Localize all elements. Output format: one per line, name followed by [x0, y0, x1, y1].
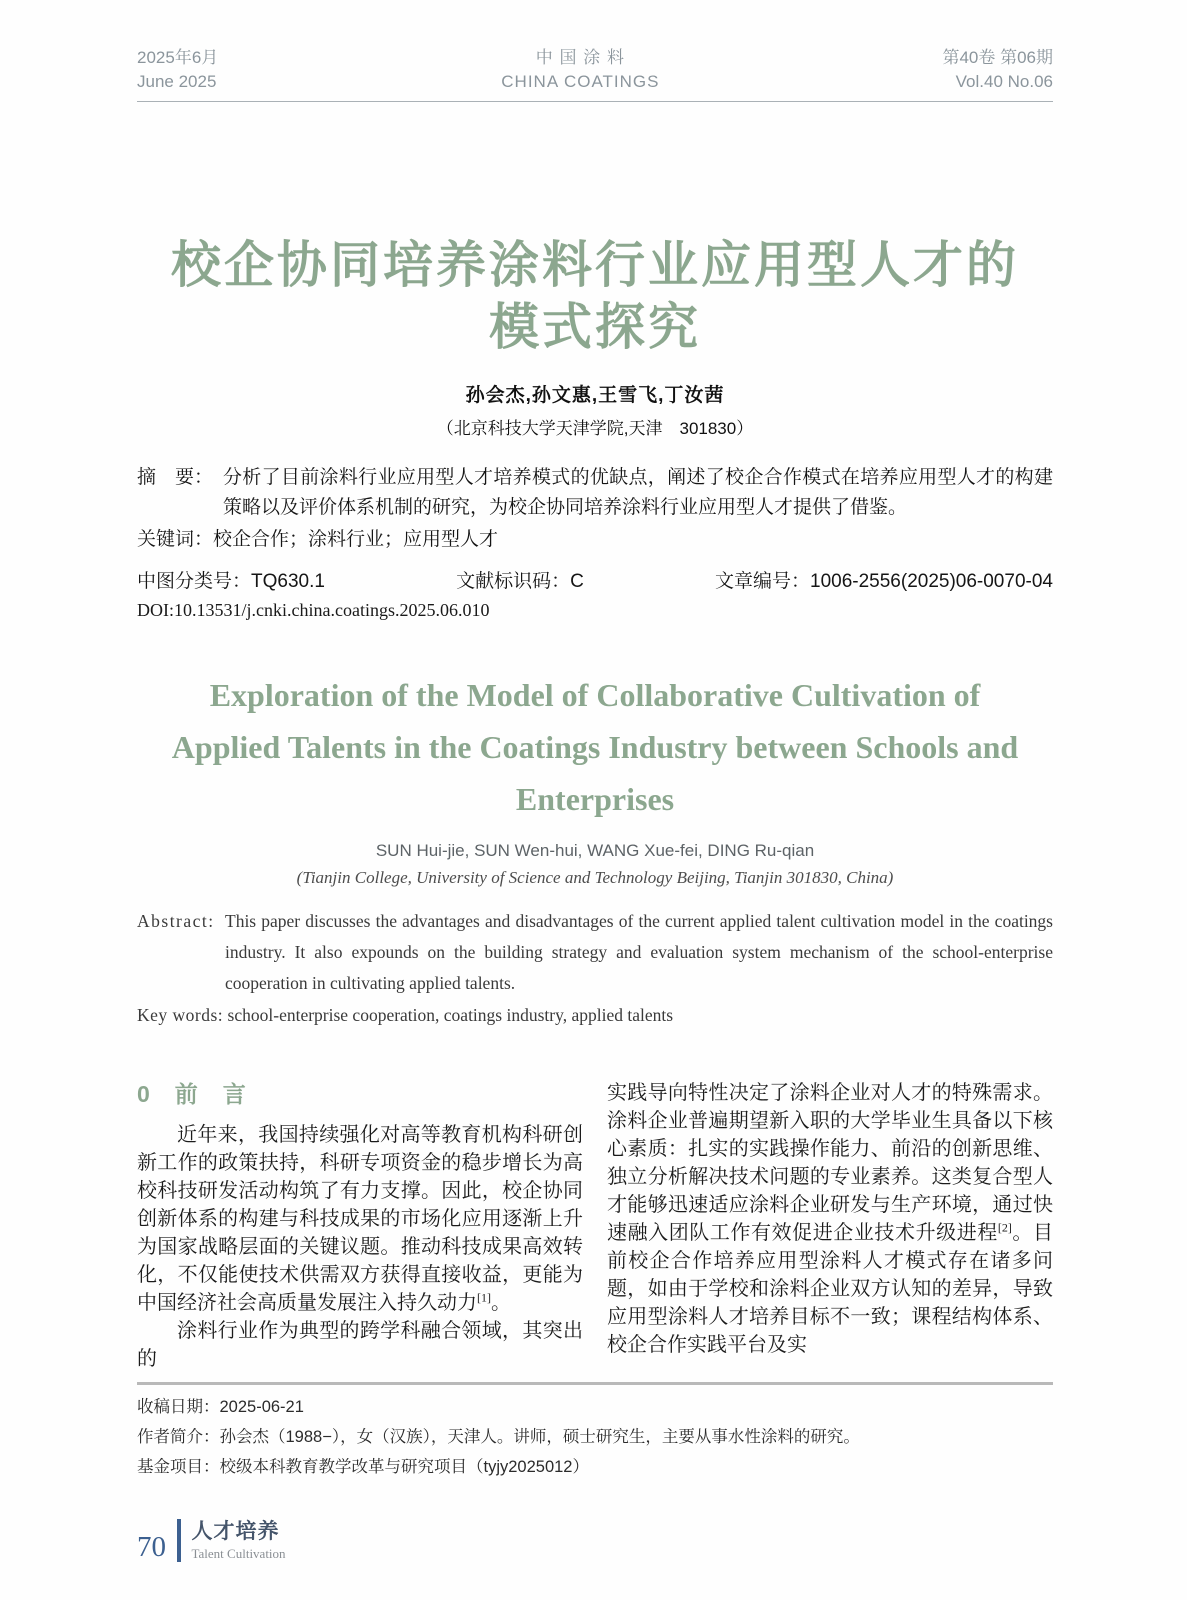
masthead-date — [137, 46, 218, 94]
paragraph — [137, 1121, 583, 1317]
article-title-zh — [137, 234, 1053, 358]
footnote-fund-project — [137, 1452, 1053, 1482]
keywords-en — [137, 1000, 1053, 1031]
masthead-journal-en: CHINA COATINGS — [501, 72, 660, 91]
keywords-zh — [137, 525, 1053, 555]
masthead-date-en: June 2025 — [137, 72, 217, 91]
affiliation-en: (Tianjin College, University of Science and Technology Beijing, Tianjin 301830, China) — [296, 868, 894, 887]
footnote-author-bio — [137, 1422, 1053, 1452]
reference-marker-2: [2] — [997, 1220, 1012, 1235]
masthead-issue-en: Vol.40 No.06 — [955, 72, 1053, 91]
footnote-text: 孙会杰（1988−），女（汉族），天津人。讲师，硕士研究生，主要从事水性涂料的研究。 — [219, 1428, 860, 1446]
masthead-journal-zh: 中 国 涂 料 — [535, 48, 625, 67]
paragraph-text: 。 — [491, 1292, 511, 1314]
document-code — [456, 566, 584, 593]
footer-column-title — [192, 1519, 286, 1562]
footnote-received-date — [137, 1392, 1053, 1422]
page-footer — [137, 1519, 286, 1562]
footer-divider-bar — [177, 1519, 181, 1562]
authors-en: SUN Hui-jie, SUN Wen-hui, WANG Xue-fei, DING Ru-qian — [375, 841, 815, 860]
abstract-en-text: This paper discusses the advantages and disadvantages of the current applied talent cultivation model in the coatings industry. It also expounds on the building strategy and evaluation system mechanism of the school-enterprise cooperation in cultivating applied talents. — [225, 911, 1053, 993]
footnote-divider — [137, 1382, 1053, 1385]
paragraph-text: 实践导向特性决定了涂料企业对人才的特殊需求。涂料企业普遍期望新入职的大学毕业生具备以下核心素质：扎实的实践操作能力、前沿的创新思维、独立分析解决技术问题的专业素养。这类复合型人才能够迅速适应涂料企业研发与生产环境，通过快速融入团队工作有效促进企业技术升级进程 — [607, 1082, 1053, 1244]
page-number: 70 — [137, 1531, 166, 1563]
title-zh-line2: 模式探究 — [489, 299, 701, 355]
footer-column-zh: 人才培养 — [191, 1520, 280, 1543]
section-heading-intro: 0 前 言 — [137, 1081, 247, 1107]
abstract-zh-text: 分析了目前涂料行业应用型人才培养模式的优缺点，阐述了校企合作模式在培养应用型人才的构建策略以及评价体系机制的研究，为校企协同培养涂料行业应用型人才提供了借鉴。 — [223, 467, 1053, 518]
classification-row — [137, 566, 1053, 593]
body-columns — [137, 1079, 1053, 1373]
reference-marker-1: [1] — [477, 1290, 491, 1305]
document-code-value: C — [570, 571, 584, 592]
abstract-en — [137, 906, 1053, 999]
authors-zh: 孙会杰,孙文惠,王雪飞,丁汝茜 — [465, 385, 725, 406]
article-id — [715, 566, 1053, 593]
article-id-label: 文章编号： — [714, 571, 810, 592]
keywords-zh-label: 关键词： — [137, 529, 214, 550]
keywords-en-text: school-enterprise cooperation, coatings industry, applied talents — [227, 1005, 674, 1025]
abstract-en-label: Abstract: — [137, 911, 215, 931]
body-column-right — [607, 1079, 1053, 1373]
footnotes — [137, 1392, 1053, 1482]
body-column-left — [137, 1079, 583, 1373]
clc-number — [137, 566, 325, 593]
footer-column-en: Talent Cultivation — [191, 1546, 286, 1561]
clc-value: TQ630.1 — [251, 571, 325, 592]
doi: DOI:10.13531/j.cnki.china.coatings.2025.06.010 — [137, 600, 490, 620]
article-title-en: Exploration of the Model of Collaborative Cultivation of Applied Talents in the Coatings Industry between Schools and Enterprises — [171, 677, 1019, 817]
paragraph-text: 。目前校企合作培养应用型涂料人才模式存在诸多问题，如由于学校和涂料企业双方认知的差异，导致应用型涂料人才培养目标不一致；课程结构体系、校企合作实践平台及实 — [607, 1222, 1054, 1356]
masthead-issue-zh: 第40卷 第06期 — [942, 48, 1053, 67]
abstract-zh — [137, 463, 1053, 523]
title-zh-line1: 校企协同培养涂料行业应用型人才的 — [171, 237, 1019, 293]
affiliation-zh: （北京科技大学天津学院,天津 301830） — [436, 419, 754, 438]
paragraph — [607, 1079, 1053, 1359]
keywords-en-label: Key words: — [137, 1005, 224, 1025]
footnote-label: 作者简介： — [137, 1428, 220, 1446]
keywords-zh-text: 校企合作；涂料行业；应用型人才 — [213, 529, 499, 550]
paragraph: 涂料行业作为典型的跨学科融合领域，其突出的 — [137, 1320, 583, 1370]
journal-masthead — [137, 46, 1053, 102]
document-code-label: 文献标识码： — [456, 571, 571, 592]
footnote-label: 基金项目： — [137, 1458, 220, 1476]
abstract-zh-label: 摘 要： — [137, 467, 214, 488]
paragraph-text: 近年来，我国持续强化对高等教育机构科研创新工作的政策扶持，科研专项资金的稳步增长为高校科技研发活动构筑了有力支撑。因此，校企协同创新体系的构建与科技成果的市场化应用逐渐上升为国家战略层面的关键议题。推动科技成果高效转化，不仅能使技术供需双方获得直接收益，更能为中国经济社会高质量发展注入持久动力 — [137, 1124, 583, 1314]
footnote-text: 2025-06-21 — [219, 1398, 304, 1416]
masthead-issue — [942, 46, 1053, 94]
article-id-value: 1006-2556(2025)06-0070-04 — [810, 571, 1053, 592]
footnote-text: 校级本科教育教学改革与研究项目（tyjy2025012） — [219, 1458, 589, 1476]
footnote-label: 收稿日期： — [137, 1398, 220, 1416]
masthead-date-zh: 2025年6月 — [137, 48, 219, 67]
clc-label: 中图分类号： — [137, 571, 252, 592]
masthead-journal-name — [501, 46, 659, 94]
